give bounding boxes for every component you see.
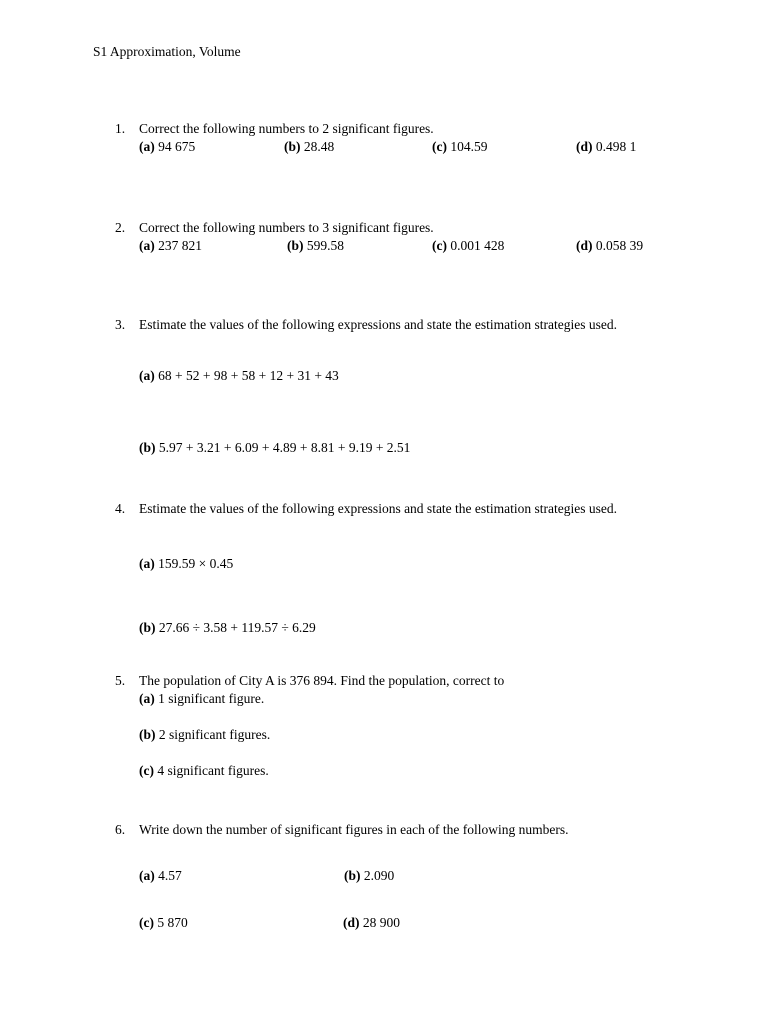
question-part bbox=[139, 762, 269, 780]
question-part bbox=[139, 237, 202, 255]
question-text: Estimate the values of the following expressions and state the estimation strategies used. bbox=[139, 317, 618, 332]
question-part bbox=[576, 138, 636, 156]
question-part bbox=[284, 138, 334, 156]
part-label: (c) bbox=[139, 763, 154, 778]
part-label: (d) bbox=[343, 915, 360, 930]
part-value: 0.058 39 bbox=[595, 238, 644, 253]
question-part bbox=[139, 867, 182, 885]
part-value: 27.66 ÷ 3.58 + 119.57 ÷ 6.29 bbox=[158, 620, 316, 635]
question-part bbox=[139, 439, 410, 457]
question-part bbox=[139, 690, 264, 708]
part-label: (a) bbox=[139, 368, 155, 383]
part-value: 28.48 bbox=[303, 139, 335, 154]
part-label: (b) bbox=[284, 139, 301, 154]
question-text: Correct the following numbers to 3 significant figures. bbox=[139, 220, 434, 235]
question-part bbox=[576, 237, 643, 255]
question-text: Write down the number of significant figures in each of the following numbers. bbox=[139, 822, 569, 837]
part-value: 5.97 + 3.21 + 6.09 + 4.89 + 8.81 + 9.19 + 2.51 bbox=[158, 440, 411, 455]
page-header: S1 Approximation, Volume bbox=[93, 44, 241, 59]
question-text: The population of City A is 376 894. Find the population, correct to bbox=[139, 673, 505, 688]
part-label: (a) bbox=[139, 556, 155, 571]
question-part bbox=[343, 914, 400, 932]
question-part bbox=[287, 237, 344, 255]
part-label: (a) bbox=[139, 139, 155, 154]
question-part bbox=[139, 367, 339, 385]
question-number: 5. bbox=[115, 673, 126, 688]
part-value: 28 900 bbox=[362, 915, 400, 930]
part-value: 2 significant figures. bbox=[158, 727, 271, 742]
part-label: (d) bbox=[576, 238, 593, 253]
question-part bbox=[432, 237, 504, 255]
part-label: (a) bbox=[139, 691, 155, 706]
question-text: Correct the following numbers to 2 significant figures. bbox=[139, 121, 434, 136]
part-value: 1 significant figure. bbox=[158, 691, 265, 706]
part-label: (b) bbox=[139, 620, 156, 635]
question-number: 2. bbox=[115, 220, 126, 235]
part-value: 94 675 bbox=[158, 139, 196, 154]
question-number: 3. bbox=[115, 317, 126, 332]
question-part bbox=[432, 138, 487, 156]
question-part bbox=[139, 726, 270, 744]
part-label: (b) bbox=[344, 868, 361, 883]
part-value: 599.58 bbox=[306, 238, 344, 253]
part-label: (a) bbox=[139, 868, 155, 883]
part-value: 159.59 × 0.45 bbox=[158, 556, 234, 571]
question-part bbox=[139, 914, 188, 932]
part-label: (a) bbox=[139, 238, 155, 253]
part-value: 2.090 bbox=[363, 868, 395, 883]
question-part bbox=[139, 138, 195, 156]
part-label: (b) bbox=[287, 238, 304, 253]
part-value: 4.57 bbox=[158, 868, 182, 883]
part-value: 0.001 428 bbox=[450, 238, 505, 253]
question-part bbox=[139, 619, 316, 637]
question-number: 4. bbox=[115, 501, 126, 516]
question-part bbox=[139, 555, 233, 573]
part-value: 237 821 bbox=[158, 238, 202, 253]
part-label: (d) bbox=[576, 139, 593, 154]
part-value: 4 significant figures. bbox=[157, 763, 269, 778]
part-label: (c) bbox=[432, 238, 447, 253]
part-value: 104.59 bbox=[450, 139, 488, 154]
question-number: 1. bbox=[115, 121, 126, 136]
question-part bbox=[344, 867, 394, 885]
part-value: 5 870 bbox=[157, 915, 188, 930]
part-label: (c) bbox=[139, 915, 154, 930]
question-number: 6. bbox=[115, 822, 126, 837]
question-text: Estimate the values of the following expressions and state the estimation strategies used. bbox=[139, 501, 618, 516]
part-label: (c) bbox=[432, 139, 447, 154]
part-label: (b) bbox=[139, 727, 156, 742]
part-value: 68 + 52 + 98 + 58 + 12 + 31 + 43 bbox=[158, 368, 339, 383]
part-label: (b) bbox=[139, 440, 156, 455]
part-value: 0.498 1 bbox=[595, 139, 637, 154]
